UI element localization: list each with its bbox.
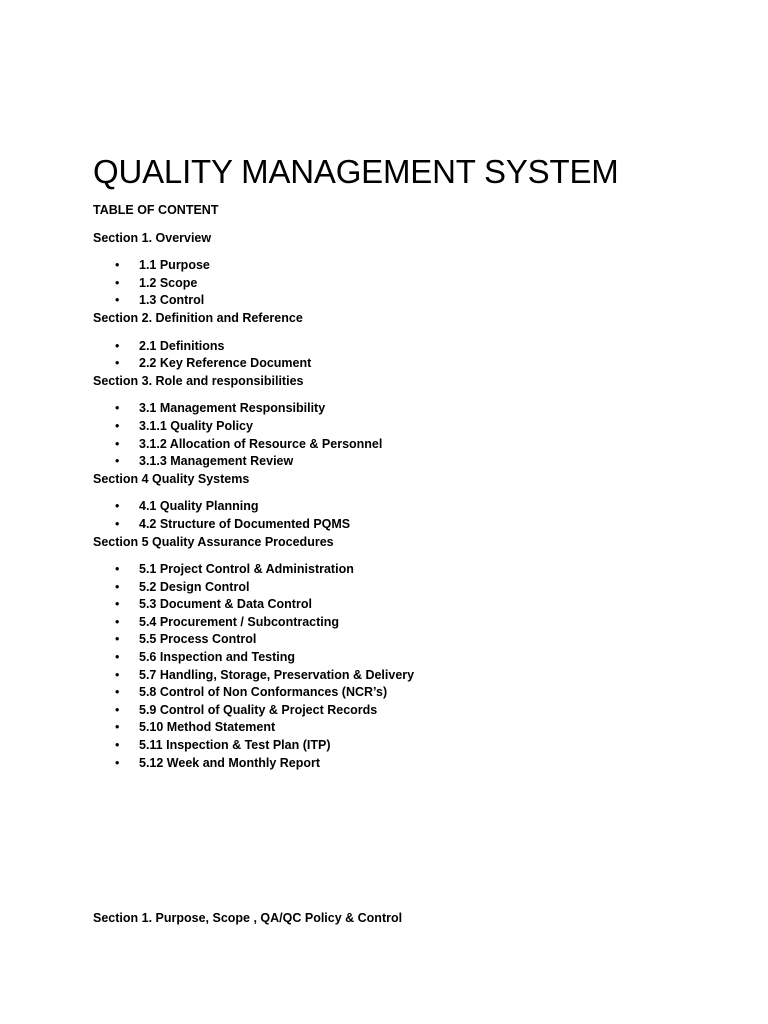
- bullet-icon: •: [115, 338, 120, 353]
- toc-item-label: 5.11 Inspection & Test Plan (ITP): [139, 738, 331, 753]
- toc-item-label: 4.2 Structure of Documented PQMS: [139, 516, 351, 531]
- bullet-icon: •: [115, 516, 120, 531]
- toc-list-item: [93, 649, 713, 667]
- toc-list-item: [93, 596, 713, 614]
- bullet-icon: •: [115, 454, 120, 469]
- bullet-icon: •: [115, 685, 120, 700]
- toc-list-item: [93, 684, 713, 702]
- toc-list-item: [93, 275, 713, 293]
- toc-item-label: 5.3 Document & Data Control: [139, 597, 312, 612]
- bullet-icon: •: [115, 738, 120, 753]
- toc-list-item: [93, 453, 713, 471]
- bullet-icon: •: [115, 499, 120, 514]
- toc-list-item: [93, 516, 713, 534]
- bullet-icon: •: [115, 632, 120, 647]
- toc-item-label: 5.5 Process Control: [139, 632, 257, 647]
- toc-item-label: 3.1.3 Management Review: [139, 454, 294, 469]
- toc-item-label: 2.2 Key Reference Document: [139, 356, 312, 371]
- toc-item-label: 5.1 Project Control & Administration: [139, 562, 354, 577]
- bullet-icon: •: [115, 702, 120, 717]
- bullet-icon: •: [115, 275, 120, 290]
- toc-section-heading: Section 5 Quality Assurance Procedures: [93, 534, 334, 549]
- toc-item-label: 4.1 Quality Planning: [139, 499, 259, 514]
- toc-list-item: [93, 579, 713, 597]
- toc-list-item: [93, 755, 713, 773]
- bullet-icon: •: [115, 597, 120, 612]
- toc-item-label: 5.2 Design Control: [139, 579, 250, 594]
- toc-item-label: 5.6 Inspection and Testing: [139, 650, 296, 665]
- bullet-icon: •: [115, 258, 120, 273]
- bullet-icon: •: [115, 755, 120, 770]
- toc-item-label: 5.4 Procurement / Subcontracting: [139, 614, 340, 629]
- toc-section-heading: Section 2. Definition and Reference: [93, 310, 303, 325]
- bullet-icon: •: [115, 418, 120, 433]
- toc-list-item: [93, 719, 713, 737]
- bullet-icon: •: [115, 562, 120, 577]
- bullet-icon: •: [115, 720, 120, 735]
- toc-item-label: 5.10 Method Statement: [139, 720, 276, 735]
- toc-item-label: 2.1 Definitions: [139, 338, 225, 353]
- bullet-icon: •: [115, 436, 120, 451]
- toc-item-label: 3.1.2 Allocation of Resource & Personnel: [139, 436, 383, 451]
- toc-list-item: [93, 498, 713, 516]
- toc-item-list: [93, 257, 713, 310]
- toc-item-list: [93, 400, 713, 470]
- toc-list-item: [93, 631, 713, 649]
- toc-item-label: 5.12 Week and Monthly Report: [139, 755, 321, 770]
- toc-sections: [93, 230, 713, 773]
- toc-heading: TABLE OF CONTENT: [93, 203, 219, 217]
- toc-list-item: [93, 418, 713, 436]
- next-section-heading: Section 1. Purpose, Scope , QA/QC Policy & Control: [93, 911, 403, 925]
- bullet-icon: •: [115, 614, 120, 629]
- document-title: QUALITY MANAGEMENT SYSTEM: [93, 153, 619, 190]
- bullet-icon: •: [115, 579, 120, 594]
- toc-item-label: 1.3 Control: [139, 293, 205, 308]
- toc-section-heading: Section 4 Quality Systems: [93, 471, 250, 486]
- toc-item-label: 3.1 Management Responsibility: [139, 401, 326, 416]
- toc-list-item: [93, 355, 713, 373]
- toc-list-item: [93, 400, 713, 418]
- toc-list-item: [93, 737, 713, 755]
- bullet-icon: •: [115, 356, 120, 371]
- toc-list-item: [93, 257, 713, 275]
- toc-item-label: 3.1.1 Quality Policy: [139, 418, 253, 433]
- toc-item-label: 5.9 Control of Quality & Project Records: [139, 702, 378, 717]
- toc-list-item: [93, 338, 713, 356]
- toc-item-label: 5.7 Handling, Storage, Preservation & Delivery: [139, 667, 415, 682]
- table-of-contents: [93, 202, 713, 772]
- toc-list-item: [93, 614, 713, 632]
- toc-list-item: [93, 667, 713, 685]
- toc-item-label: 1.2 Scope: [139, 275, 198, 290]
- bullet-icon: •: [115, 667, 120, 682]
- toc-section-heading: Section 3. Role and responsibilities: [93, 373, 304, 388]
- bullet-icon: •: [115, 650, 120, 665]
- toc-item-label: 1.1 Purpose: [139, 258, 210, 273]
- toc-list-item: [93, 292, 713, 310]
- toc-list-item: [93, 702, 713, 720]
- toc-item-list: [93, 338, 713, 373]
- toc-item-list: [93, 561, 713, 772]
- bullet-icon: •: [115, 401, 120, 416]
- toc-list-item: [93, 561, 713, 579]
- toc-item-label: 5.8 Control of Non Conformances (NCR’s): [139, 685, 388, 700]
- toc-list-item: [93, 436, 713, 454]
- bullet-icon: •: [115, 293, 120, 308]
- toc-section-heading: Section 1. Overview: [93, 230, 212, 245]
- toc-item-list: [93, 498, 713, 533]
